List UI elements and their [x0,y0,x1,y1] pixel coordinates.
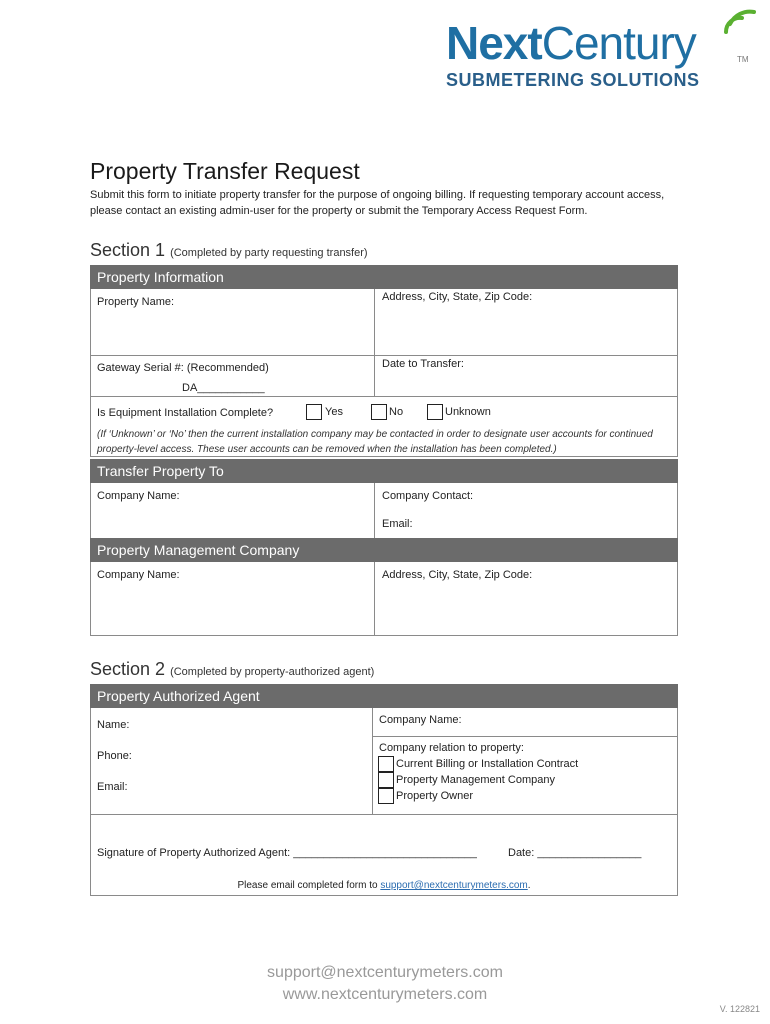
transfer-company-name-field[interactable]: Company Name: [97,490,180,502]
support-email-link[interactable]: support@nextcenturymeters.com [380,880,528,891]
signature-field[interactable]: Signature of Property Authorized Agent: ______________________________ [97,847,477,859]
agent-bar: Property Authorized Agent [90,684,678,708]
email-instruction [90,880,678,891]
section2-title: Section 2 [90,659,166,679]
logo-wordmark [446,18,696,68]
section1-heading [90,240,368,261]
equip-question: Is Equipment Installation Complete? [97,407,274,419]
mgmt-address-field[interactable]: Address, City, State, Zip Code: [382,569,533,581]
signature-date-field[interactable]: Date: _________________ [508,847,642,859]
divider [90,355,678,356]
agent-name-field[interactable]: Name: [97,719,130,731]
yes-checkbox[interactable] [306,404,322,420]
wifi-signal-icon [722,6,762,46]
mgmt-company-name-field[interactable]: Company Name: [97,569,180,581]
version-label: V. 122821 [719,1004,760,1014]
company-contact-field[interactable]: Company Contact: [382,490,474,502]
page-title: Property Transfer Request [90,158,360,184]
divider [374,289,375,396]
footer-email[interactable]: support@nextcenturymeters.com [267,964,503,981]
relation-owner-checkbox[interactable] [378,788,394,804]
agent-email-field[interactable]: Email: [97,781,128,793]
logo-century: Century [541,17,696,69]
no-checkbox[interactable] [371,404,387,420]
da-field[interactable]: DA___________ [182,382,265,394]
section1-note: (Completed by party requesting transfer) [170,247,368,259]
email-instruction-text: Please email completed form to [237,880,381,891]
unknown-checkbox[interactable] [427,404,443,420]
property-name-field[interactable]: Property Name: [97,296,175,308]
trademark: TM [737,55,749,64]
email-instruction-suffix: . [527,880,531,891]
transfer-email-field[interactable]: Email: [382,518,413,530]
section1-title: Section 1 [90,240,166,260]
logo-tagline: SUBMETERING SOLUTIONS [446,70,700,90]
logo-next: Next [446,17,542,69]
no-label: No [389,406,404,418]
divider [374,483,375,539]
intro-text: Submit this form to initiate property transfer for the purpose of ongoing billing. If requesting temporary account access, please contact an existing admin-user for the property or submit the Temporary Access Request Form. [90,189,665,217]
mgmt-bar: Property Management Company [90,538,678,562]
agent-company-name-field[interactable]: Company Name: [379,714,462,726]
equip-note: (If ‘Unknown’ or ‘No’ then the current installation company may be contacted in order to designate user accounts for continued property-level access. These user accounts can be removed when the installation has been completed.) [97,429,653,455]
date-transfer-field[interactable]: Date to Transfer: [382,358,464,370]
relation-label: Company relation to property: [379,742,524,754]
divider [90,814,678,815]
section2-note: (Completed by property-authorized agent) [170,666,375,678]
section2-heading [90,659,374,680]
relation-mgmt-label: Property Management Company [396,774,555,786]
divider [372,736,678,737]
agent-phone-field[interactable]: Phone: [97,750,132,762]
relation-mgmt-checkbox[interactable] [378,772,394,788]
yes-label: Yes [325,406,343,418]
footer-website[interactable]: www.nextcenturymeters.com [282,986,488,1003]
gateway-serial-field[interactable]: Gateway Serial #: (Recommended) [97,362,269,374]
unknown-label: Unknown [445,406,491,418]
transfer-to-bar: Transfer Property To [90,459,678,483]
divider [90,396,678,397]
property-info-bar: Property Information [90,265,678,289]
address-field[interactable]: Address, City, State, Zip Code: [382,291,533,303]
relation-contract-label: Current Billing or Installation Contract [396,758,579,770]
relation-contract-checkbox[interactable] [378,756,394,772]
divider [372,708,373,814]
divider [374,562,375,636]
relation-owner-label: Property Owner [396,790,474,802]
